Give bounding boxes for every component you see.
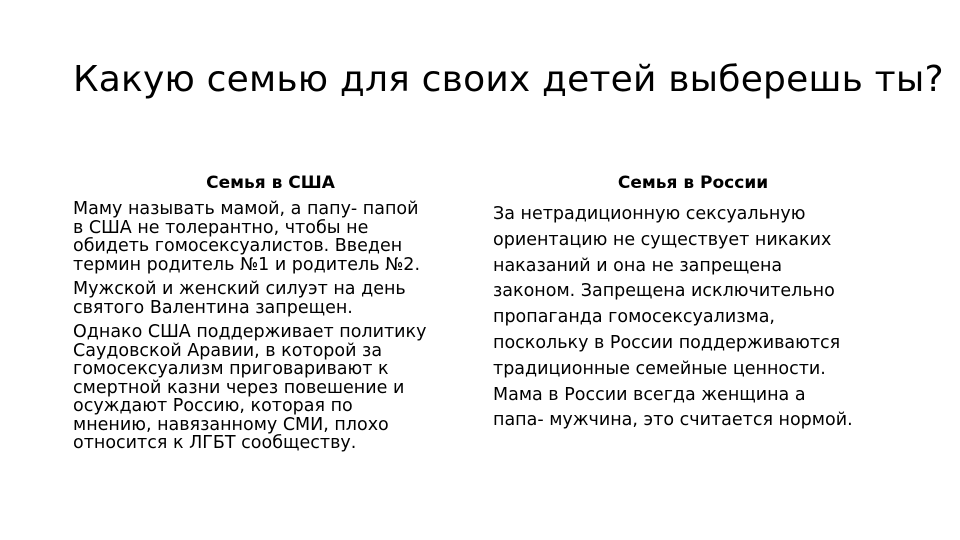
usa-paragraph-valentine — [73, 280, 468, 317]
text-line: в США не толерантно, чтобы не — [73, 217, 369, 238]
text-line: обидеть гомосексуалистов. Введен — [73, 236, 403, 256]
text-line: Маму называть мамой, а папу- папой — [73, 199, 419, 219]
text-line: пропаганда гомосексуализма, — [493, 307, 775, 328]
russia-family-column — [493, 172, 893, 434]
text-line: Саудовской Аравии, в которой за — [73, 340, 383, 361]
text-line: осуждают Россию, которая по — [73, 396, 353, 416]
text-line: За нетрадиционную сексуальную — [493, 204, 806, 224]
slide-title: Какую семью для своих детей выберешь ты? — [73, 59, 944, 100]
usa-paragraph-parent-terms — [73, 200, 468, 274]
russia-paragraph — [493, 202, 893, 434]
text-line: наказаний и она не запрещена — [493, 255, 783, 276]
text-line: гомосексуализм приговаривают к — [73, 359, 389, 379]
text-line: мнению, навязанному СМИ, плохо — [73, 414, 389, 435]
text-line: папа- мужчина, это считается нормой. — [493, 410, 853, 431]
text-line: святого Валентина запрещен. — [73, 297, 353, 318]
usa-family-heading: Семья в США — [206, 173, 335, 193]
text-line: смертной казни через повешение и — [73, 377, 405, 398]
text-line: поскольку в России поддерживаются — [493, 332, 841, 353]
text-line: термин родитель №1 и родитель №2. — [73, 254, 421, 275]
russia-family-heading: Семья в России — [617, 173, 769, 193]
text-line: Однако США поддерживает политику — [73, 322, 427, 342]
text-line: законом. Запрещена исключительно — [493, 281, 835, 302]
text-line: Мужской и женский силуэт на день — [73, 279, 406, 299]
text-line: относится к ЛГБТ сообществу. — [73, 433, 357, 453]
text-line: Мама в России всегда женщина а — [493, 384, 806, 405]
usa-family-column — [73, 172, 468, 459]
usa-paragraph-saudi-policy — [73, 323, 468, 453]
text-line: ориентацию не существует никаких — [493, 229, 832, 250]
text-line: традиционные семейные ценности. — [493, 358, 826, 379]
